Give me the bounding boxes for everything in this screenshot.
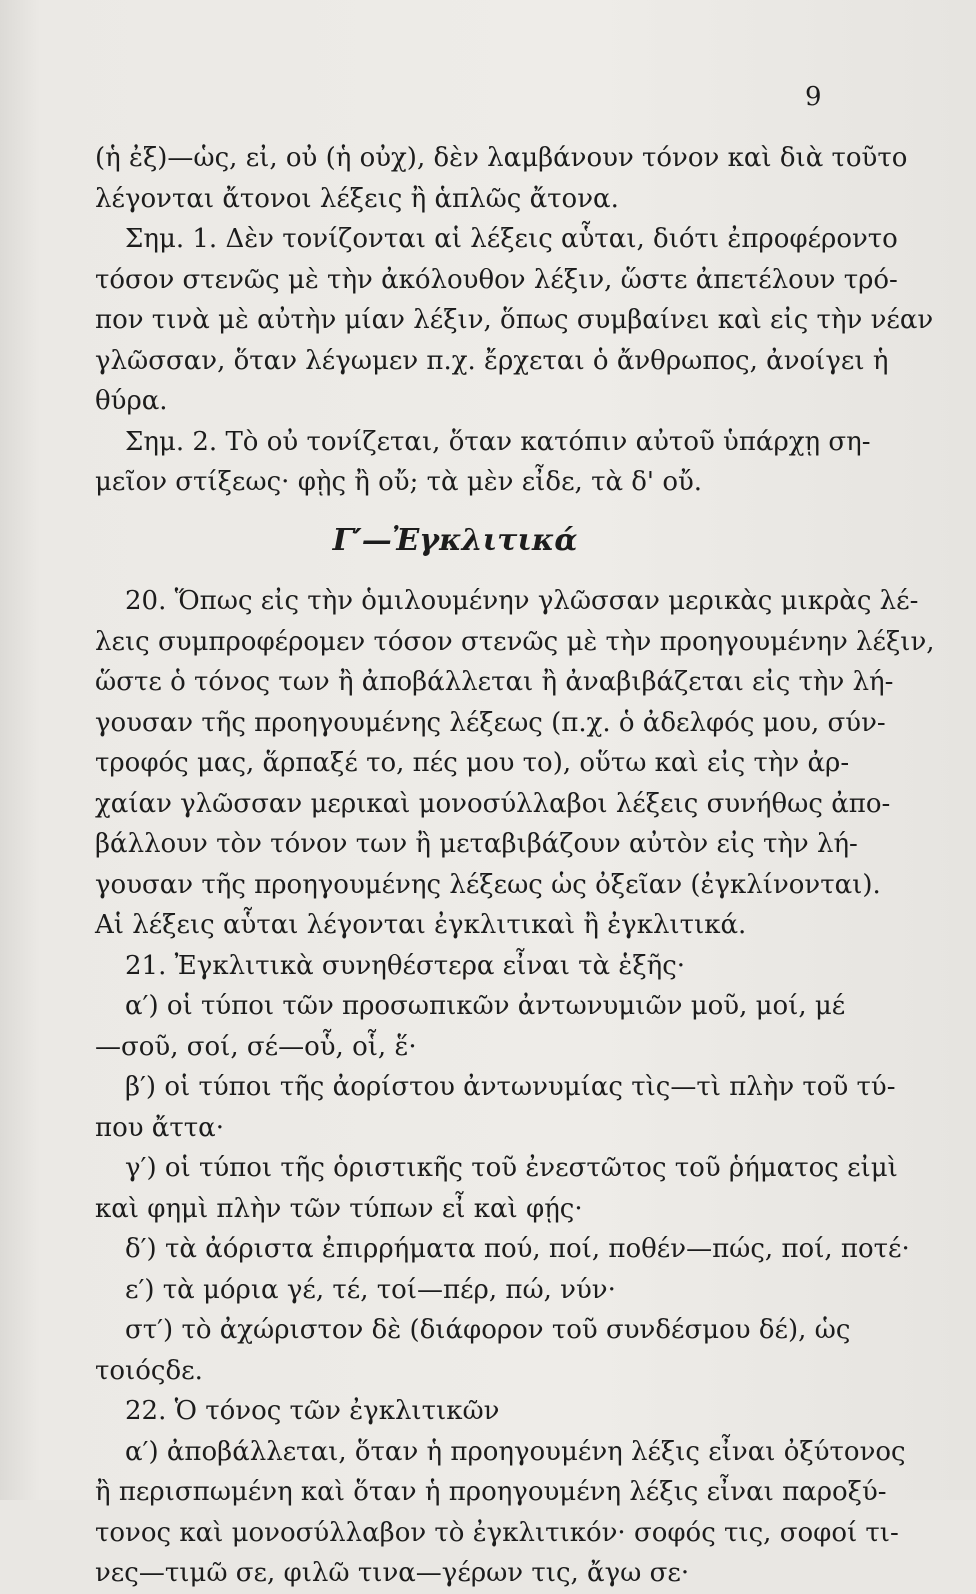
text-line: τοιόςδε. <box>95 1355 203 1386</box>
text-line: β′) οἱ τύποι τῆς ἀορίστου ἀντωνυμίας τὶς—τὶ πλὴν τοῦ τύ- <box>125 1072 896 1102</box>
body-text <box>95 138 935 1594</box>
text-line: Σημ. 1. Δὲν τονίζονται αἱ λέξεις αὗται, διότι ἐπροφέροντο <box>125 224 898 254</box>
text-line: θύρα. <box>95 386 168 416</box>
text-line: Σημ. 2. Τὸ οὐ τονίζεται, ὅταν κατόπιν αὐτοῦ ὑπάρχῃ ση- <box>125 426 871 457</box>
text-line: γουσαν τῆς προηγουμένης λέξεως ὡς ὀξεῖαν (ἐγκλίνονται). <box>95 869 881 900</box>
section-heading: Γ′—Ἐγκλιτικά <box>332 522 578 558</box>
text-line: —σοῦ, σοί, σέ—οὗ, οἷ, ἕ· <box>95 1031 417 1062</box>
page-number: 9 <box>805 82 822 112</box>
text-line: Αἱ λέξεις αὗται λέγονται ἐγκλιτικαὶ ἢ ἐγκλιτικά. <box>95 910 747 940</box>
text-line: (ἡ ἐξ)—ὡς, εἰ, οὐ (ἡ οὐχ), δὲν λαμβάνουν τόνον καὶ διὰ τοῦτο <box>95 143 908 173</box>
text-line: βάλλουν τὸν τόνον των ἢ μεταβιβάζουν αὐτὸν εἰς τὴν λή- <box>95 829 858 859</box>
text-line: δ′) τὰ ἀόριστα ἐπιρρήματα πού, ποί, ποθέν—πώς, ποί, ποτέ· <box>125 1234 910 1264</box>
text-line: 21. Ἐγκλιτικὰ συνηθέστερα εἶναι τὰ ἑξῆς· <box>125 950 686 981</box>
text-line: τόσον στενῶς μὲ τὴν ἀκόλουθον λέξιν, ὥστε ἀπετέλουν τρό- <box>95 264 898 295</box>
text-line: α′) ἀποβάλλεται, ὅταν ἡ προηγουμένη λέξις εἶναι ὀξύτονος <box>125 1436 906 1467</box>
text-line: τονος καὶ μονοσύλλαβον τὸ ἐγκλιτικόν· σοφός τις, σοφοί τι- <box>95 1517 899 1548</box>
text-line: λεις συμπροφέρομεν τόσον στενῶς μὲ τὴν προηγουμένην λέξιν, <box>95 626 935 657</box>
text-line: ε′) τὰ μόρια γέ, τέ, τοί—πέρ, πώ, νύν· <box>125 1274 616 1305</box>
text-line: στ′) τὸ ἀχώριστον δὲ (διάφορον τοῦ συνδέσμου δέ), ὡς <box>125 1315 851 1345</box>
text-line: χαίαν γλῶσσαν μερικαὶ μονοσύλλαβοι λέξεις συνήθως ἀπο- <box>95 788 891 819</box>
text-line: μεῖον στίξεως· φῂς ἢ οὔ; τὰ μὲν εἶδε, τὰ δ' οὔ. <box>95 467 703 497</box>
text-line: 22. Ὁ τόνος τῶν ἐγκλιτικῶν <box>125 1396 500 1426</box>
text-line: 20. Ὅπως εἰς τὴν ὁμιλουμένην γλῶσσαν μερικὰς μικρὰς λέ- <box>125 586 919 616</box>
text-line: γ′) οἱ τύποι τῆς ὁριστικῆς τοῦ ἐνεστῶτος τοῦ ῥήματος εἰμὶ <box>125 1153 898 1183</box>
text-line: καὶ φημὶ πλὴν τῶν τύπων εἶ καὶ φῄς· <box>95 1193 583 1224</box>
text-line: τροφός μας, ἅρπαξέ το, πές μου το), οὕτω καὶ εἰς τὴν ἀρ- <box>95 748 850 778</box>
text-line: λέγονται ἄτονοι λέξεις ἢ ἁπλῶς ἄτονα. <box>95 183 619 214</box>
text-line: γλῶσσαν, ὅταν λέγωμεν π.χ. ἔρχεται ὁ ἄνθρωπος, ἀνοίγει ἡ <box>95 345 889 376</box>
text-line: που ἄττα· <box>95 1112 224 1143</box>
text-line: ἢ περισπωμένη καὶ ὅταν ἡ προηγουμένη λέξις εἶναι παροξύ- <box>95 1477 887 1507</box>
text-line: νες—τιμῶ σε, φιλῶ τινα—γέρων τις, ἄγω σε· <box>95 1558 690 1588</box>
text-line: α′) οἱ τύποι τῶν προσωπικῶν ἀντωνυμιῶν μοῦ, μοί, μέ <box>125 991 846 1021</box>
text-line: ὥστε ὁ τόνος των ἢ ἀποβάλλεται ἢ ἀναβιβάζεται εἰς τὴν λή- <box>95 667 894 697</box>
text-line: γουσαν τῆς προηγουμένης λέξεως (π.χ. ὁ ἀδελφός μου, σύν- <box>95 707 886 738</box>
text-line: πον τινὰ μὲ αὐτὴν μίαν λέξιν, ὅπως συμβαίνει καὶ εἰς τὴν νέαν <box>95 305 934 335</box>
